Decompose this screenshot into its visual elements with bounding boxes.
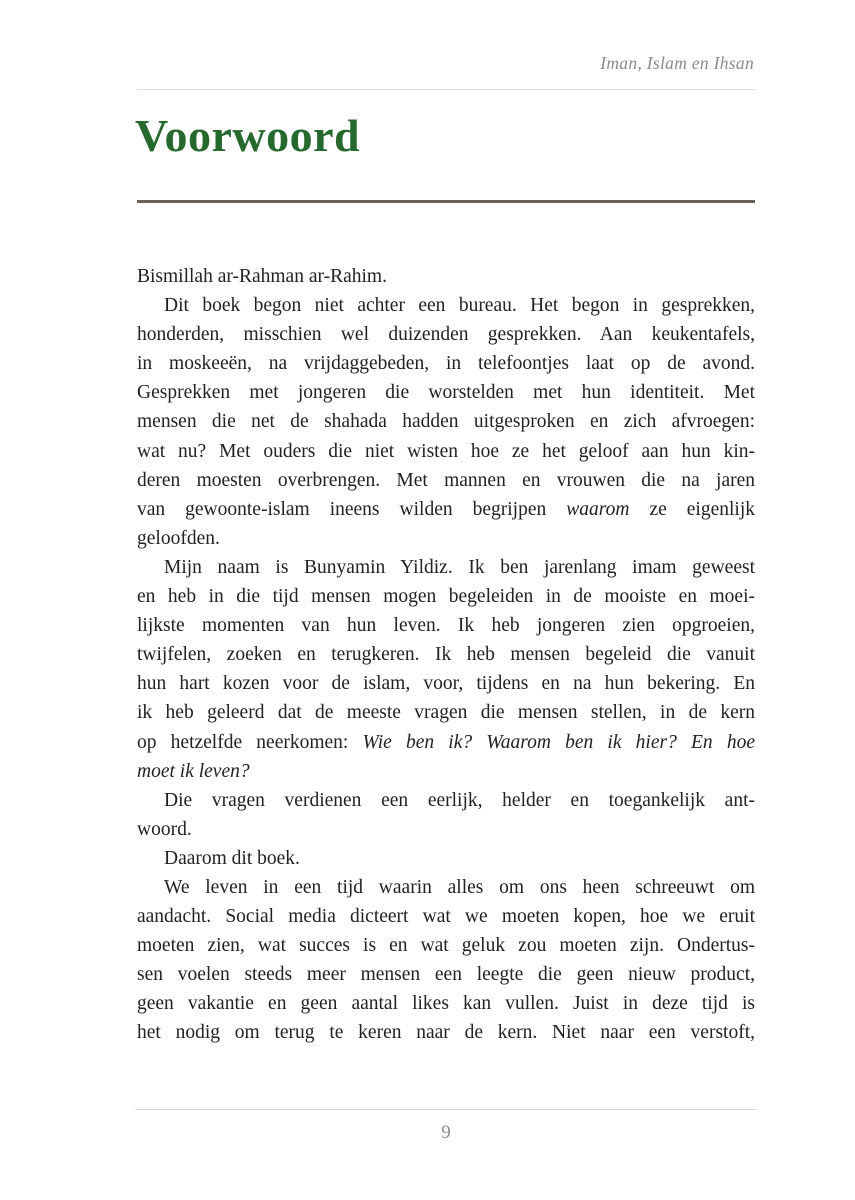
text-line bbox=[137, 669, 755, 698]
text-segment: Mijn naam is Bunyamin Yildiz. Ik ben jarenlang imam geweest bbox=[164, 556, 755, 578]
text-segment: wat nu? Met ouders die niet wisten hoe ze het geloof aan hun kin- bbox=[137, 440, 755, 462]
page-number: 9 bbox=[441, 1122, 451, 1143]
text-segment: aandacht. Social media dicteert wat we moeten kopen, hoe we eruit bbox=[137, 906, 755, 928]
text-line bbox=[137, 698, 755, 727]
text-line bbox=[137, 407, 755, 436]
text-segment: Bismillah ar-Rahman ar-Rahim. bbox=[137, 266, 387, 287]
text-line bbox=[137, 873, 755, 902]
text-segment: woord. bbox=[137, 818, 192, 840]
text-segment: geloofden. bbox=[137, 527, 220, 549]
text-line bbox=[137, 320, 755, 349]
text-segment: twijfelen, zoeken en terugkeren. Ik heb mensen begeleid die vanuit bbox=[137, 644, 755, 666]
text-line bbox=[137, 728, 755, 757]
text-line bbox=[137, 524, 755, 553]
text-segment: geen vakantie en geen aantal likes kan vullen. Juist in deze tijd is bbox=[137, 993, 755, 1015]
italic-text-segment: Wie ben ik? Waarom ben ik hier? En hoe bbox=[362, 731, 756, 753]
text-segment: Dit boek begon niet achter een bureau. Het begon in gesprekken, bbox=[164, 295, 755, 317]
text-line bbox=[137, 262, 755, 291]
text-segment: het nodig om terug te keren naar de kern. Niet naar een verstoft, bbox=[137, 1022, 755, 1044]
text-segment: moeten zien, wat succes is en wat geluk zou moeten zijn. Ondertus- bbox=[137, 935, 755, 957]
text-line bbox=[137, 989, 755, 1018]
text-segment: Gesprekken met jongeren die worstelden met hun identiteit. Met bbox=[137, 382, 755, 404]
text-line bbox=[137, 640, 755, 669]
text-segment: ik heb geleerd dat de meeste vragen die mensen stellen, in de kern bbox=[137, 702, 755, 724]
italic-text-segment: moet ik leven? bbox=[137, 760, 250, 782]
text-line bbox=[137, 960, 755, 989]
text-line bbox=[137, 844, 755, 873]
text-segment: deren moesten overbrengen. Met mannen en vrouwen die na jaren bbox=[137, 469, 755, 491]
text-segment: lijkste momenten van hun leven. Ik heb jongeren zien opgroeien, bbox=[137, 615, 755, 637]
text-line bbox=[137, 611, 755, 640]
text-line bbox=[137, 1018, 755, 1047]
italic-text-segment: waarom bbox=[566, 498, 630, 520]
text-line bbox=[137, 786, 755, 815]
text-segment: Daarom dit boek. bbox=[164, 847, 300, 869]
text-line bbox=[137, 495, 755, 524]
text-line bbox=[137, 902, 755, 931]
text-line bbox=[137, 291, 755, 320]
text-segment: en heb in die tijd mensen mogen begeleiden in de mooiste en moei- bbox=[137, 586, 755, 608]
text-segment: in moskeeën, na vrijdaggebeden, in telefoontjes laat op de avond. bbox=[137, 353, 755, 375]
text-segment: hun hart kozen voor de islam, voor, tijdens en na hun bekering. En bbox=[137, 673, 755, 695]
body-text bbox=[137, 262, 755, 1048]
chapter-title: Voorwoord bbox=[135, 110, 361, 161]
text-line bbox=[137, 466, 755, 495]
text-line bbox=[137, 437, 755, 466]
header-rule bbox=[137, 89, 755, 90]
running-header: Iman, Islam en Ihsan bbox=[600, 53, 754, 73]
text-segment: op hetzelfde neerkomen: bbox=[137, 731, 363, 753]
text-line bbox=[137, 931, 755, 960]
text-line bbox=[137, 378, 755, 407]
text-segment: honderden, misschien wel duizenden gesprekken. Aan keukentafels, bbox=[137, 324, 755, 346]
text-segment: sen voelen steeds meer mensen een leegte die geen nieuw product, bbox=[137, 964, 755, 986]
text-line bbox=[137, 757, 755, 786]
title-divider-rule bbox=[137, 200, 755, 203]
text-segment: We leven in een tijd waarin alles om ons heen schreeuwt om bbox=[164, 876, 755, 898]
text-line bbox=[137, 815, 755, 844]
text-line bbox=[137, 349, 755, 378]
text-segment: ze eigenlijk bbox=[629, 498, 755, 520]
text-line bbox=[137, 582, 755, 611]
text-segment: Die vragen verdienen een eerlijk, helder en toegankelijk ant- bbox=[164, 789, 755, 811]
text-segment: mensen die net de shahada hadden uitgesproken en zich afvroegen: bbox=[137, 411, 755, 433]
text-line bbox=[137, 553, 755, 582]
footer-rule bbox=[135, 1109, 757, 1110]
text-segment: van gewoonte-islam ineens wilden begrijpen bbox=[137, 498, 567, 520]
